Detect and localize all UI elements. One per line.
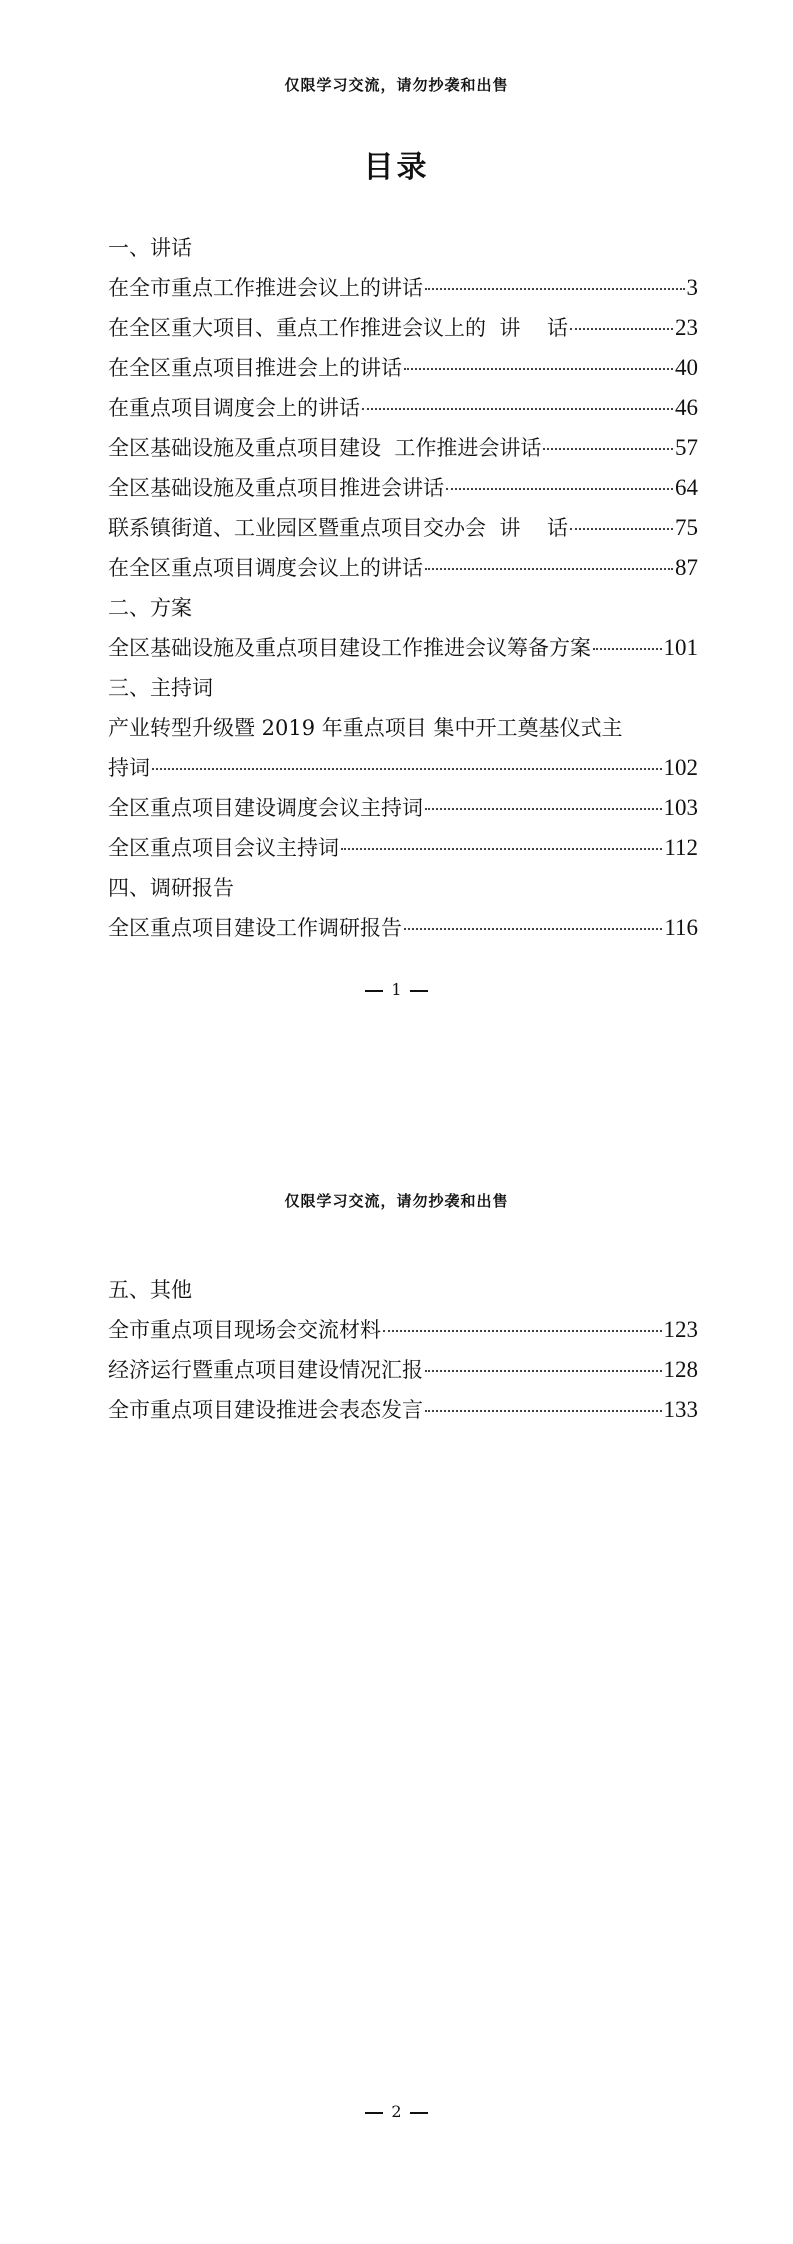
- toc-entry[interactable]: [108, 268, 698, 308]
- toc-leader-dots: [152, 768, 662, 770]
- toc-entry[interactable]: [108, 1390, 698, 1430]
- toc-entry-title: 在全区重点项目调度会议上的讲话: [108, 556, 423, 580]
- toc-entry-page: 57: [675, 435, 698, 460]
- toc-entry[interactable]: [108, 1350, 698, 1390]
- toc-leader-dots: [404, 928, 662, 930]
- toc-section-heading: 三、主持词: [108, 676, 213, 700]
- toc-entry[interactable]: [108, 508, 698, 548]
- toc-entry-page: 123: [663, 1317, 698, 1342]
- toc-leader-dots: [425, 1370, 662, 1372]
- toc-leader-dots: [543, 448, 673, 450]
- toc-leader-dots: [446, 488, 673, 490]
- page-number: 2: [391, 2102, 402, 2121]
- toc-entry-title: 全区基础设施及重点项目推进会讲话: [108, 476, 444, 500]
- page-number: 1: [391, 980, 402, 999]
- toc-entry-title: 在全区重大项目、重点工作推进会议上的 讲 话: [108, 316, 569, 340]
- toc-entry-page: 102: [663, 755, 698, 780]
- page-footer: [0, 980, 793, 999]
- toc-entry-title-line: 产业转型升级暨 2019 年重点项目 集中开工奠基仪式主: [108, 716, 623, 740]
- toc-entry[interactable]: [108, 628, 698, 668]
- toc-entry-page: 40: [675, 355, 698, 380]
- toc-section-heading: 二、方案: [108, 596, 192, 620]
- toc-leader-dots: [425, 808, 662, 810]
- toc-entry-title: 全市重点项目现场会交流材料: [108, 1318, 381, 1342]
- toc-entry[interactable]: [108, 388, 698, 428]
- toc-entry-title: 联系镇街道、工业园区暨重点项目交办会 讲 话: [108, 516, 569, 540]
- toc-entry[interactable]: [108, 1310, 698, 1350]
- toc-entry-page: 46: [675, 395, 698, 420]
- toc-leader-dots: [425, 1410, 662, 1412]
- toc-entry-title: 在全区重点项目推进会上的讲话: [108, 356, 402, 380]
- toc-leader-dots: [341, 848, 662, 850]
- toc-entry[interactable]: [108, 348, 698, 388]
- toc-entry-title: 在重点项目调度会上的讲话: [108, 396, 360, 420]
- toc-entry-title: 持词: [108, 756, 150, 780]
- toc-entry[interactable]: [108, 308, 698, 348]
- toc-leader-dots: [593, 648, 662, 650]
- footer-dash-left: [365, 2112, 383, 2114]
- toc-entry[interactable]: [108, 788, 698, 828]
- toc-entry-page: 133: [663, 1397, 698, 1422]
- toc-entry-page: 103: [663, 795, 698, 820]
- toc-leader-dots: [570, 328, 673, 330]
- footer-dash-right: [410, 2112, 428, 2114]
- footer-dash-left: [365, 990, 383, 992]
- table-of-contents: [108, 1270, 698, 1430]
- toc-section-heading: 一、讲话: [108, 236, 192, 260]
- toc-entry[interactable]: [108, 428, 698, 468]
- toc-entry-title: 全区基础设施及重点项目建设工作推进会议筹备方案: [108, 636, 591, 660]
- footer-dash-right: [410, 990, 428, 992]
- toc-entry-title: 在全市重点工作推进会议上的讲话: [108, 276, 423, 300]
- toc-leader-dots: [362, 408, 673, 410]
- toc-entry[interactable]: [108, 468, 698, 508]
- header-notice: 仅限学习交流，请勿抄袭和出售: [284, 1192, 509, 1210]
- toc-entry-page: 64: [675, 475, 698, 500]
- page-footer: [0, 2102, 793, 2121]
- toc-entry-page: 128: [663, 1357, 698, 1382]
- toc-entry-page: 75: [675, 515, 698, 540]
- toc-entry-title: 全市重点项目建设推进会表态发言: [108, 1398, 423, 1422]
- toc-section-heading: 四、调研报告: [108, 876, 234, 900]
- document-page-2: [0, 1130, 793, 2244]
- table-of-contents: [108, 228, 698, 948]
- toc-entry-title: 经济运行暨重点项目建设情况汇报: [108, 1358, 423, 1382]
- toc-leader-dots: [570, 528, 673, 530]
- toc-entry[interactable]: [108, 748, 698, 788]
- toc-entry-title: 全区重点项目会议主持词: [108, 836, 339, 860]
- toc-entry-page: 87: [675, 555, 698, 580]
- toc-entry-page: 101: [663, 635, 698, 660]
- toc-entry-title: 全区重点项目建设调度会议主持词: [108, 796, 423, 820]
- toc-leader-dots: [425, 288, 685, 290]
- toc-leader-dots: [404, 368, 673, 370]
- toc-leader-dots: [425, 568, 673, 570]
- toc-entry[interactable]: [108, 908, 698, 948]
- toc-entry-page: 3: [686, 275, 698, 300]
- toc-entry[interactable]: [108, 548, 698, 588]
- toc-entry-page: 23: [675, 315, 698, 340]
- toc-leader-dots: [383, 1330, 662, 1332]
- toc-entry-page: 112: [664, 835, 698, 860]
- toc-entry-page: 116: [664, 915, 698, 940]
- toc-entry[interactable]: [108, 828, 698, 868]
- toc-section-heading: 五、其他: [108, 1278, 192, 1302]
- toc-title: 目录: [363, 150, 430, 185]
- toc-entry-title: 全区重点项目建设工作调研报告: [108, 916, 402, 940]
- toc-entry-title: 全区基础设施及重点项目建设 工作推进会讲话: [108, 436, 542, 460]
- header-notice: 仅限学习交流，请勿抄袭和出售: [284, 76, 509, 94]
